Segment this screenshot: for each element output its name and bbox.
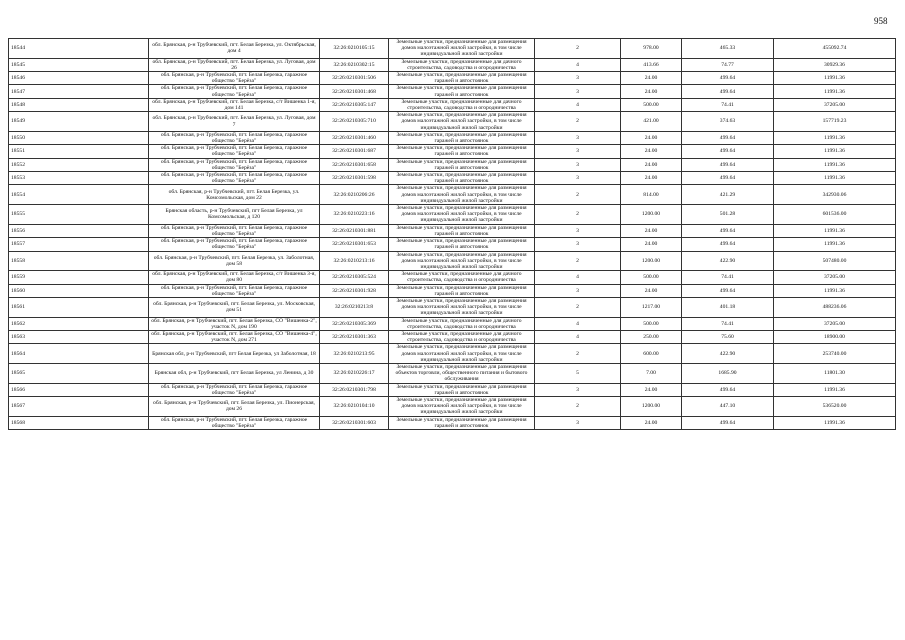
row-number: 18546: [9, 72, 149, 85]
land-use-cell: Земельные участки, предназначенные для размещения гаражей и автостоянок: [389, 131, 535, 144]
use-code-cell: 2: [535, 297, 621, 317]
specific-value-cell: 74.41: [682, 317, 774, 330]
land-use-cell: Земельные участки, предназначенные для размещения домов малоэтажной жилой застройки, в том числе индивидуальной жилой застройки: [389, 297, 535, 317]
area-cell: 600.00: [621, 344, 682, 364]
area-cell: 500.00: [621, 271, 682, 284]
row-number: 18557: [9, 238, 149, 251]
specific-value-cell: 499.64: [682, 284, 774, 297]
land-use-cell: Земельные участки, предназначенные для размещения гаражей и автостоянок: [389, 72, 535, 85]
specific-value-cell: 499.64: [682, 85, 774, 98]
cadastral-number-cell: 32:26:0210213:95: [320, 344, 389, 364]
use-code-cell: 3: [535, 172, 621, 185]
area-cell: 1200.00: [621, 205, 682, 225]
row-number: 18553: [9, 172, 149, 185]
cadastral-value-cell: 536520.00: [774, 396, 896, 416]
land-use-cell: Земельные участки, предназначенные для размещения гаражей и автостоянок: [389, 85, 535, 98]
cadastral-value-cell: 11991.36: [774, 85, 896, 98]
area-cell: 7.00: [621, 363, 682, 383]
cadastral-number-cell: 32:26:0210301:506: [320, 72, 389, 85]
cadastral-number-cell: 32:26:0210301:658: [320, 158, 389, 171]
specific-value-cell: 499.64: [682, 131, 774, 144]
cadastral-number-cell: 32:26:0210105:15: [320, 39, 389, 59]
land-use-cell: Земельные участки, предназначенные для размещения гаражей и автостоянок: [389, 238, 535, 251]
cadastral-value-cell: 507480.00: [774, 251, 896, 271]
land-use-cell: Земельные участки, предназначенные для дачного строительства, садоводства и огородничества: [389, 330, 535, 343]
area-cell: 24.00: [621, 85, 682, 98]
land-use-cell: Земельные участки, предназначенные для размещения домов малоэтажной жилой застройки, в том числе индивидуальной жилой застройки: [389, 39, 535, 59]
cadastral-value-cell: 18900.00: [774, 330, 896, 343]
area-cell: 413.66: [621, 58, 682, 71]
specific-value-cell: 1685.90: [682, 363, 774, 383]
use-code-cell: 4: [535, 330, 621, 343]
table-row: [9, 131, 896, 144]
area-cell: 250.00: [621, 330, 682, 343]
area-cell: 24.00: [621, 416, 682, 429]
use-code-cell: 4: [535, 317, 621, 330]
row-number: 18555: [9, 205, 149, 225]
table-row: [9, 39, 896, 59]
area-cell: 24.00: [621, 238, 682, 251]
use-code-cell: 3: [535, 383, 621, 396]
row-number: 18545: [9, 58, 149, 71]
use-code-cell: 2: [535, 396, 621, 416]
cadastral-number-cell: 32:26:0210301:798: [320, 383, 389, 396]
cadastral-number-cell: 32:26:0210213:16: [320, 251, 389, 271]
address-cell: Брянская обл, р-н Трубчевский, пгт Белая Березка, ул Ленина, д 30: [149, 363, 320, 383]
land-use-cell: Земельные участки, предназначенные для дачного строительства, садоводства и огородничества: [389, 98, 535, 111]
cadastral-value-cell: 11991.36: [774, 131, 896, 144]
cadastral-value-cell: 157719.23: [774, 112, 896, 132]
specific-value-cell: 499.64: [682, 72, 774, 85]
address-cell: обл. Брянская, р-н Трубчевский, пгт. Белая Березка, СО "Вишенка-4", участок N, дом 271: [149, 330, 320, 343]
area-cell: 24.00: [621, 131, 682, 144]
row-number: 18547: [9, 85, 149, 98]
use-code-cell: 3: [535, 145, 621, 158]
address-cell: обл. Брянская, р-н Трубчевский, пгт. Белая Березка, ул. Московская, дом 51: [149, 297, 320, 317]
specific-value-cell: 422.90: [682, 251, 774, 271]
use-code-cell: 4: [535, 58, 621, 71]
cadastral-value-cell: 455092.74: [774, 39, 896, 59]
address-cell: обл. Брянская, р-н Трубчевский, пгт. Белая Березка, с/т Вишенка 1-я, дом 141: [149, 98, 320, 111]
cadastral-number-cell: 32:26:0210305:524: [320, 271, 389, 284]
cadastral-value-cell: 37205.00: [774, 271, 896, 284]
cadastral-value-cell: 11991.36: [774, 224, 896, 237]
row-number: 18550: [9, 131, 149, 144]
area-cell: 421.00: [621, 112, 682, 132]
cadastral-value-cell: 601536.00: [774, 205, 896, 225]
land-use-cell: Земельные участки, предназначенные для размещения гаражей и автостоянок: [389, 284, 535, 297]
land-use-cell: Земельные участки, предназначенные для размещения гаражей и автостоянок: [389, 383, 535, 396]
use-code-cell: 3: [535, 85, 621, 98]
row-number: 18552: [9, 158, 149, 171]
address-cell: обл. Брянская, р-н Трубчевский, пгт. Белая Березка, гаражное общество "Берёза": [149, 383, 320, 396]
use-code-cell: 2: [535, 251, 621, 271]
land-use-cell: Земельные участки, предназначенные для размещения гаражей и автостоянок: [389, 416, 535, 429]
table-row: [9, 172, 896, 185]
row-number: 18549: [9, 112, 149, 132]
address-cell: обл. Брянская, р-н Трубчевский, пгт. Белая Березка, гаражное общество "Берёза": [149, 224, 320, 237]
table-row: [9, 205, 896, 225]
table-row: [9, 72, 896, 85]
page-number: 958: [874, 16, 888, 26]
row-number: 18563: [9, 330, 149, 343]
specific-value-cell: 499.64: [682, 224, 774, 237]
row-number: 18567: [9, 396, 149, 416]
cadastral-value-cell: 11991.36: [774, 383, 896, 396]
specific-value-cell: 499.64: [682, 416, 774, 429]
row-number: 18566: [9, 383, 149, 396]
cadastral-value-cell: 37205.00: [774, 98, 896, 111]
table-row: [9, 396, 896, 416]
use-code-cell: 4: [535, 98, 621, 111]
table-row: [9, 58, 896, 71]
cadastral-number-cell: 32:26:0210301:653: [320, 238, 389, 251]
row-number: 18561: [9, 297, 149, 317]
cadastral-number-cell: 32:26:0210301:603: [320, 416, 389, 429]
specific-value-cell: 401.18: [682, 297, 774, 317]
use-code-cell: 2: [535, 39, 621, 59]
area-cell: 1217.00: [621, 297, 682, 317]
address-cell: обл. Брянская, р-н Трубчевский, пгт. Белая Березка, гаражное общество "Берёза": [149, 72, 320, 85]
area-cell: 24.00: [621, 284, 682, 297]
table-row: [9, 297, 896, 317]
land-use-cell: Земельные участки, предназначенные для размещения гаражей и автостоянок: [389, 158, 535, 171]
cadastral-value-cell: 11991.36: [774, 172, 896, 185]
use-code-cell: 2: [535, 344, 621, 364]
table-row: [9, 330, 896, 343]
table-row: [9, 383, 896, 396]
row-number: 18556: [9, 224, 149, 237]
land-use-cell: Земельные участки, предназначенные для размещения домов малоэтажной жилой застройки, в том числе индивидуальной жилой застройки: [389, 205, 535, 225]
specific-value-cell: 75.60: [682, 330, 774, 343]
specific-value-cell: 422.90: [682, 344, 774, 364]
cadastral-number-cell: 32:26:0210301:881: [320, 224, 389, 237]
address-cell: обл. Брянская, р-н Трубчевский, пгт. Белая Березка, гаражное общество "Берёза": [149, 145, 320, 158]
address-cell: обл. Брянская, р-н Трубчевский, пгт. Белая Березка, с/т Вишенка 3-я, дом 80: [149, 271, 320, 284]
use-code-cell: 3: [535, 416, 621, 429]
row-number: 18560: [9, 284, 149, 297]
row-number: 18568: [9, 416, 149, 429]
area-cell: 814.00: [621, 185, 682, 205]
land-use-cell: Земельные участки, предназначенные для размещения домов малоэтажной жилой застройки, в том числе индивидуальной жилой застройки: [389, 185, 535, 205]
table-row: [9, 85, 896, 98]
cadastral-value-cell: 11991.36: [774, 72, 896, 85]
row-number: 18558: [9, 251, 149, 271]
specific-value-cell: 499.64: [682, 383, 774, 396]
use-code-cell: 3: [535, 238, 621, 251]
land-use-cell: Земельные участки, предназначенные для размещения домов малоэтажной жилой застройки, в том числе индивидуальной жилой застройки: [389, 396, 535, 416]
address-cell: обл. Брянская, р-н Трубчевский, пгт. Белая Березка, гаражное общество "Берёза": [149, 284, 320, 297]
specific-value-cell: 499.64: [682, 172, 774, 185]
table-row: [9, 416, 896, 429]
address-cell: Брянская обл, р-н Трубчевский, пгт Белая Березка, ул Заболотная, 18: [149, 344, 320, 364]
use-code-cell: 3: [535, 72, 621, 85]
cadastral-value-cell: 11991.36: [774, 238, 896, 251]
specific-value-cell: 499.64: [682, 158, 774, 171]
row-number: 18544: [9, 39, 149, 59]
cadastral-value-cell: 488236.06: [774, 297, 896, 317]
table-row: [9, 158, 896, 171]
specific-value-cell: 499.64: [682, 238, 774, 251]
address-cell: обл. Брянская, р-н Трубчевский, пгт. Белая Березка, гаражное общество "Берёза": [149, 158, 320, 171]
address-cell: обл. Брянская, р-н Трубчевский, пгт. Белая Березка, ул. Заболотная, дом 58: [149, 251, 320, 271]
address-cell: обл. Брянская, р-н Трубчевский, пгт. Белая Березка, ул. Октябрьская, дом 4: [149, 39, 320, 59]
land-use-cell: Земельные участки, предназначенные для размещения гаражей и автостоянок: [389, 145, 535, 158]
cadastral-number-cell: 32:26:0210213:8: [320, 297, 389, 317]
row-number: 18562: [9, 317, 149, 330]
area-cell: 24.00: [621, 172, 682, 185]
cadastral-number-cell: 32:26:0210206:26: [320, 185, 389, 205]
land-use-cell: Земельные участки, предназначенные для размещения домов малоэтажной жилой застройки, в том числе индивидуальной жилой застройки: [389, 112, 535, 132]
area-cell: 24.00: [621, 72, 682, 85]
land-use-cell: Земельные участки, предназначенные для дачного строительства, садоводства и огородничества: [389, 58, 535, 71]
cadastral-value-cell: 30929.36: [774, 58, 896, 71]
specific-value-cell: 74.41: [682, 98, 774, 111]
table-row: [9, 112, 896, 132]
specific-value-cell: 499.64: [682, 145, 774, 158]
cadastral-value-cell: 11991.36: [774, 284, 896, 297]
address-cell: Брянская область, р-н Трубчевский, пгт Белая Березка, ул Комсомольская, д 120: [149, 205, 320, 225]
cadastral-number-cell: 32:26:0210104:10: [320, 396, 389, 416]
land-use-cell: Земельные участки, предназначенные для дачного строительства, садоводства и огородничества: [389, 317, 535, 330]
row-number: 18565: [9, 363, 149, 383]
address-cell: обл. Брянская, р-н Трубчевский, пгт. Белая Березка, ул. Луговая, дом 26: [149, 58, 320, 71]
land-use-cell: Земельные участки, предназначенные для размещения домов малоэтажной жилой застройки, в том числе индивидуальной жилой застройки: [389, 251, 535, 271]
specific-value-cell: 421.29: [682, 185, 774, 205]
land-use-cell: Земельные участки, предназначенные для размещения гаражей и автостоянок: [389, 172, 535, 185]
cadastral-value-cell: 342930.06: [774, 185, 896, 205]
row-number: 18551: [9, 145, 149, 158]
cadastral-number-cell: 32:26:0210223:16: [320, 205, 389, 225]
cadastral-value-cell: 11991.36: [774, 158, 896, 171]
row-number: 18548: [9, 98, 149, 111]
table-row: [9, 284, 896, 297]
area-cell: 1200.00: [621, 396, 682, 416]
cadastral-value-cell: 37205.00: [774, 317, 896, 330]
address-cell: обл. Брянская, р-н Трубчевский, пгт. Белая Березка, гаражное общество "Берёза": [149, 238, 320, 251]
cadastral-number-cell: 32:26:0210301:928: [320, 284, 389, 297]
address-cell: обл. Брянская, р-н Трубчевский, пгт. Белая Березка, гаражное общество "Берёза": [149, 172, 320, 185]
cadastral-value-cell: 11991.36: [774, 145, 896, 158]
address-cell: обл. Брянская, р-н Трубчевский, пгт. Белая Березка, гаражное общество "Берёза": [149, 131, 320, 144]
address-cell: обл. Брянская, р-н Трубчевский, пгт. Белая Березка, гаражное общество "Берёза": [149, 85, 320, 98]
address-cell: обл. Брянская, р-н Трубчевский, пгт. Белая Березка, СО "Вишенка-2", участок N, дом 190: [149, 317, 320, 330]
cadastral-number-cell: 32:26:0210301:687: [320, 145, 389, 158]
area-cell: 24.00: [621, 383, 682, 396]
table-row: [9, 344, 896, 364]
use-code-cell: 3: [535, 284, 621, 297]
row-number: 18559: [9, 271, 149, 284]
table-row: [9, 224, 896, 237]
row-number: 18554: [9, 185, 149, 205]
use-code-cell: 4: [535, 271, 621, 284]
cadastral-number-cell: 32:26:0210305:710: [320, 112, 389, 132]
table-row: [9, 98, 896, 111]
cadastral-value-cell: 253740.00: [774, 344, 896, 364]
specific-value-cell: 465.33: [682, 39, 774, 59]
area-cell: 1200.00: [621, 251, 682, 271]
table-row: [9, 251, 896, 271]
specific-value-cell: 74.77: [682, 58, 774, 71]
land-use-cell: Земельные участки, предназначенные для размещения гаражей и автостоянок: [389, 224, 535, 237]
table-row: [9, 145, 896, 158]
cadastral-number-cell: 32:26:0210302:15: [320, 58, 389, 71]
cadastral-number-cell: 32:26:0210301:363: [320, 330, 389, 343]
table-row: [9, 317, 896, 330]
use-code-cell: 2: [535, 185, 621, 205]
land-use-cell: Земельные участки, предназначенные для размещения объектов торговли, общественного питания и бытового обслуживания: [389, 363, 535, 383]
cadastral-value-table: [8, 38, 896, 430]
table-row: [9, 238, 896, 251]
land-use-cell: Земельные участки, предназначенные для размещения домов малоэтажной жилой застройки, в том числе индивидуальной жилой застройки: [389, 344, 535, 364]
cadastral-number-cell: 32:26:0210305:147: [320, 98, 389, 111]
area-cell: 500.00: [621, 317, 682, 330]
cadastral-number-cell: 32:26:0210226:17: [320, 363, 389, 383]
address-cell: обл. Брянская, р-н Трубчевский, пгт. Белая Березка, ул. Луговая, дом 7: [149, 112, 320, 132]
cadastral-number-cell: 32:26:0210301:468: [320, 85, 389, 98]
cadastral-value-cell: 11801.30: [774, 363, 896, 383]
address-cell: обл. Брянская, р-н Трубчевский, пгт. Белая Березка, гаражное общество "Берёза": [149, 416, 320, 429]
cadastral-number-cell: 32:26:0210301:598: [320, 172, 389, 185]
area-cell: 500.00: [621, 98, 682, 111]
use-code-cell: 3: [535, 131, 621, 144]
specific-value-cell: 501.28: [682, 205, 774, 225]
use-code-cell: 2: [535, 205, 621, 225]
address-cell: обл. Брянская, р-н Трубчевский, пгт. Белая Березка, ул. Комсомольская, дом 22: [149, 185, 320, 205]
area-cell: 24.00: [621, 158, 682, 171]
cadastral-value-cell: 11991.36: [774, 416, 896, 429]
specific-value-cell: 74.41: [682, 271, 774, 284]
address-cell: обл. Брянская, р-н Трубчевский, пгт. Белая Березка, ул. Пионерская, дом 26: [149, 396, 320, 416]
use-code-cell: 2: [535, 112, 621, 132]
row-number: 18564: [9, 344, 149, 364]
use-code-cell: 3: [535, 224, 621, 237]
table-row: [9, 185, 896, 205]
cadastral-number-cell: 32:26:0210305:369: [320, 317, 389, 330]
cadastral-number-cell: 32:26:0210301:460: [320, 131, 389, 144]
use-code-cell: 5: [535, 363, 621, 383]
specific-value-cell: 374.63: [682, 112, 774, 132]
table-row: [9, 271, 896, 284]
area-cell: 978.00: [621, 39, 682, 59]
area-cell: 24.00: [621, 145, 682, 158]
table-row: [9, 363, 896, 383]
use-code-cell: 3: [535, 158, 621, 171]
area-cell: 24.00: [621, 224, 682, 237]
specific-value-cell: 447.10: [682, 396, 774, 416]
land-use-cell: Земельные участки, предназначенные для дачного строительства, садоводства и огородничества: [389, 271, 535, 284]
